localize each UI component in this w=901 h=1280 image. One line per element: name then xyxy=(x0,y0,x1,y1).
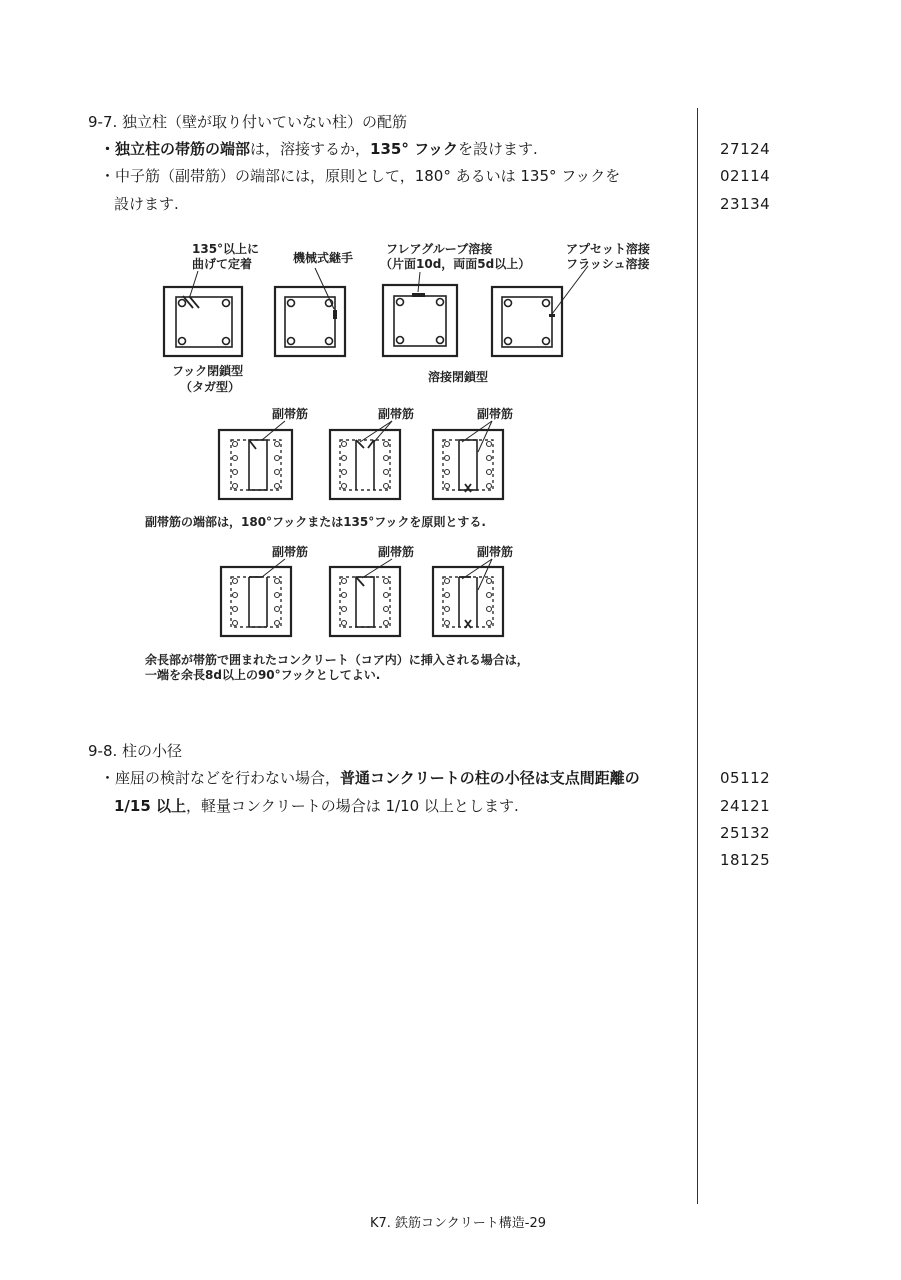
label-flare-groove-note: （片面10d，両面5d以上） xyxy=(380,257,531,271)
bullet-2-line-1: ・中子筋（副帯筋）の端部には，原則として，180° あるいは 135° フックを xyxy=(100,167,621,185)
label-hook-closed: フック閉鎖型 xyxy=(172,364,244,378)
code-ref: 23134 xyxy=(720,195,771,213)
column-sub-tie-d xyxy=(221,559,291,636)
label-135-line-1: 135°以上に xyxy=(192,242,260,256)
column-upset-flash-weld xyxy=(492,266,588,356)
page-footer: K7. 鉄筋コンクリート構造-29 xyxy=(370,1216,547,1231)
column-flare-groove-weld xyxy=(383,272,457,356)
label-sub-tie: 副帯筋 xyxy=(272,407,309,421)
column-hook-closed xyxy=(164,271,242,356)
line-2-bold: 1/15 以上 xyxy=(114,797,187,815)
line-1-text: ・座屈の検討などを行わない場合， xyxy=(100,769,341,787)
label-taga: （タガ型） xyxy=(180,380,241,394)
section-heading-9-7: 9-7. 独立柱（壁が取り付いていない柱）の配筋 xyxy=(88,113,408,131)
label-flare-groove: フレアグルーブ溶接 xyxy=(386,242,493,256)
code-ref: 18125 xyxy=(720,851,771,869)
bullet-2-line-2: 設けます. xyxy=(114,195,179,213)
bullet-1-bold-2: 135° フック xyxy=(370,140,459,158)
bullet-1-bold-1: ・独立柱の帯筋の端部 xyxy=(100,140,251,158)
label-sub-tie: 副帯筋 xyxy=(477,407,514,421)
label-135-line-2: 曲げて定着 xyxy=(192,257,253,271)
label-weld-closed: 溶接閉鎖型 xyxy=(428,370,489,384)
label-upset-weld: アプセット溶接 xyxy=(566,242,650,256)
column-mechanical-joint xyxy=(275,268,345,356)
label-sub-tie: 副帯筋 xyxy=(272,545,309,559)
code-ref: 05112 xyxy=(720,769,771,787)
line-1-bold: 普通コンクリートの柱の小径は支点間距離の xyxy=(340,769,640,787)
code-ref: 27124 xyxy=(720,140,771,158)
label-sub-tie: 副帯筋 xyxy=(378,545,415,559)
column-sub-tie-f xyxy=(433,559,503,636)
label-flash-weld: フラッシュ溶接 xyxy=(566,257,650,271)
label-sub-tie: 副帯筋 xyxy=(378,407,415,421)
column-sub-tie-e xyxy=(330,559,400,636)
code-ref: 25132 xyxy=(720,824,771,842)
section-9-8-line-2 xyxy=(114,796,519,816)
section-heading-9-8: 9-8. 柱の小径 xyxy=(88,742,183,760)
column-sub-tie-b xyxy=(330,421,400,499)
column-sub-tie-c xyxy=(433,421,503,499)
caption-row-2: 副帯筋の端部は，180°フックまたは135°フックを原則とする. xyxy=(145,515,486,529)
code-ref: 24121 xyxy=(720,797,771,815)
column-sub-tie-a xyxy=(219,421,292,499)
code-ref: 02114 xyxy=(720,167,771,185)
label-mechanical-joint: 機械式継手 xyxy=(293,251,354,265)
caption-row-3-line-1: 余長部が帯筋で囲まれたコンクリート（コア内）に挿入される場合は， xyxy=(145,653,529,667)
caption-row-3-line-2: 一端を余長8d以上の90°フックとしてよい. xyxy=(145,668,381,682)
line-2-text: ，軽量コンクリートの場合は 1/10 以上とします. xyxy=(186,797,519,815)
bullet-1-text-2: を設けます. xyxy=(458,140,538,158)
bullet-1-text-1: は，溶接するか， xyxy=(250,140,371,158)
label-sub-tie: 副帯筋 xyxy=(477,545,514,559)
section-9-8-line-1 xyxy=(100,768,640,788)
